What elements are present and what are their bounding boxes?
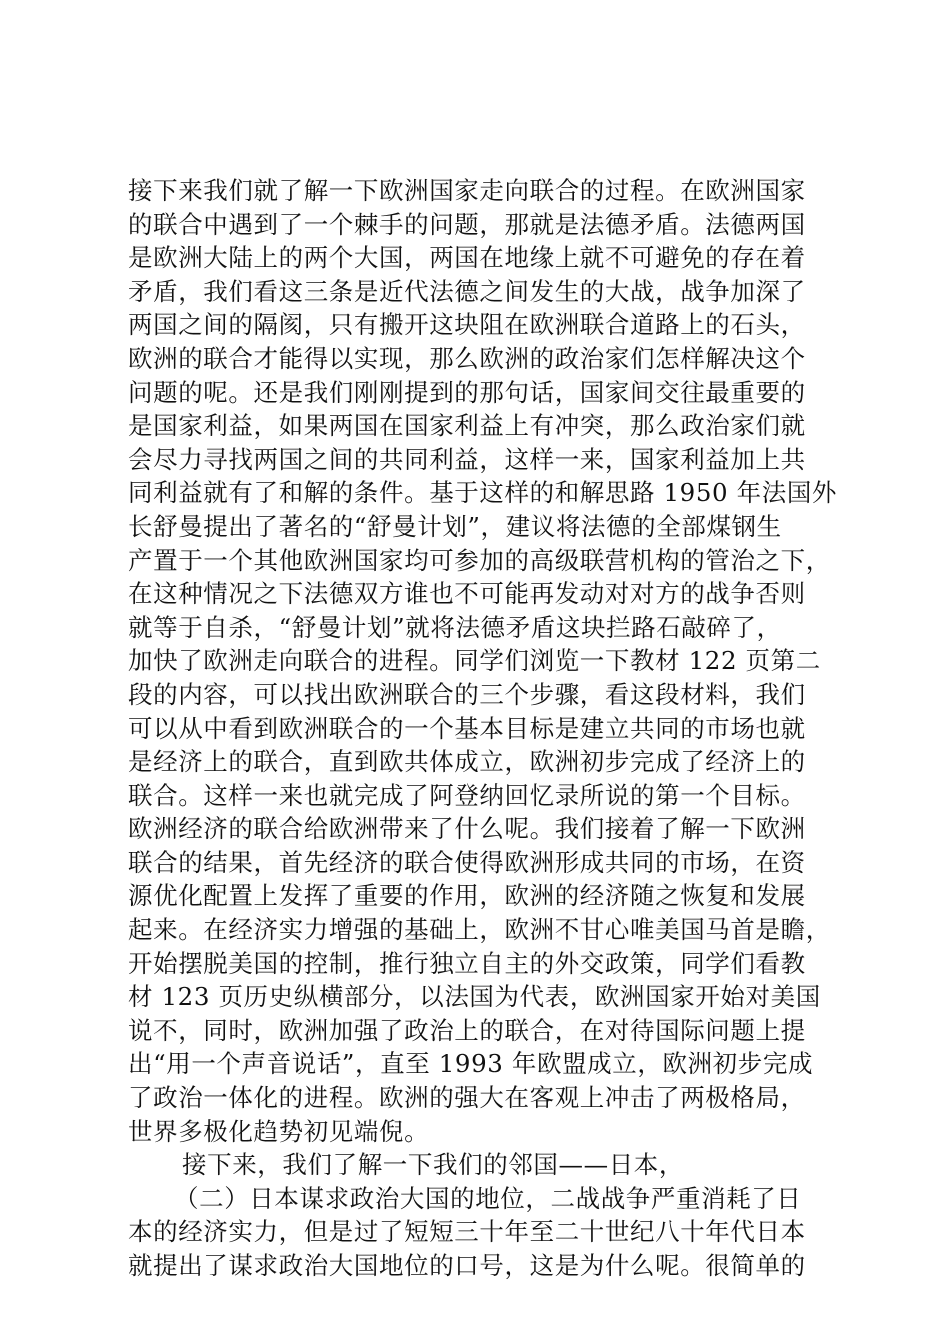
text-line: 是国家利益，如果两国在国家利益上有冲突，那么政治家们就 [128,411,806,441]
text-line: 在这种情况之下法德双方谁也不可能再发动对对方的战争否则 [128,579,806,609]
text-line: 就提出了谋求政治大国地位的口号，这是为什么呢。很简单的 [128,1251,806,1280]
text-line: 加快了欧洲走向联合的进程。同学们浏览一下教材 122 页第二 [128,646,821,676]
text-line: 联合的结果，首先经济的联合使得欧洲形成共同的市场，在资 [128,847,806,877]
text-line: 产置于一个其他欧洲国家均可参加的高级联营机构的管治之下， [128,545,831,575]
text-line: 段的内容，可以找出欧洲联合的三个步骤，看这段材料，我们 [128,679,806,709]
text-line: 联合。这样一来也就完成了阿登纳回忆录所说的第一个目标。 [128,780,806,810]
text-line: 材 123 页历史纵横部分，以法国为代表，欧洲国家开始对美国 [128,982,821,1012]
text-line: 长舒曼提出了著名的“舒曼计划”，建议将法德的全部煤钢生 [128,511,782,541]
text-line: 说不，同时，欧洲加强了政治上的联合，在对待国际问题上提 [128,1015,806,1045]
text-line: 欧洲的联合才能得以实现，那么欧洲的政治家们怎样解决这个 [128,343,806,373]
text-line: 同利益就有了和解的条件。基于这样的和解思路 1950 年法国外 [128,478,838,508]
text-line: 接下来我们就了解一下欧洲国家走向联合的过程。在欧洲国家 [128,176,806,205]
text-line: 就等于自杀，“舒曼计划”就将法德矛盾这块拦路石敲碎了， [128,612,782,642]
text-line: 欧洲经济的联合给欧洲带来了什么呢。我们接着了解一下欧洲 [128,814,806,844]
text-line: 出“用一个声音说话”，直至 1993 年欧盟成立，欧洲初步完成 [128,1049,814,1079]
section-heading-line: （二）日本谋求政治大国的地位，二战战争严重消耗了日 [174,1183,802,1213]
text-line: 问题的呢。还是我们刚刚提到的那句话，国家间交往最重要的 [128,377,806,407]
text-line: 是经济上的联合，直到欧共体成立，欧洲初步完成了经济上的 [128,747,806,777]
body-text [128,174,848,1283]
text-line: 矛盾，我们看这三条是近代法德之间发生的大战，战争加深了 [128,276,806,306]
text-line: 的联合中遇到了一个棘手的问题，那就是法德矛盾。法德两国 [128,209,806,239]
text-line: 了政治一体化的进程。欧洲的强大在客观上冲击了两极格局， [128,1083,806,1113]
text-line: 是欧洲大陆上的两个大国，两国在地缘上就不可避免的存在着 [128,243,806,273]
text-line: 本的经济实力，但是过了短短三十年至二十世纪八十年代日本 [128,1217,806,1247]
text-line: 世界多极化趋势初见端倪。 [128,1116,430,1146]
text-line: 源优化配置上发挥了重要的作用，欧洲的经济随之恢复和发展 [128,881,806,911]
text-line: 起来。在经济实力增强的基础上，欧洲不甘心唯美国马首是瞻， [128,915,831,945]
text-line: 可以从中看到欧洲联合的一个基本目标是建立共同的市场也就 [128,713,806,743]
text-line: 会尽力寻找两国之间的共同利益，这样一来，国家利益加上共 [128,444,806,474]
text-line: 两国之间的隔阂，只有搬开这块阻在欧洲联合道路上的石头， [128,310,806,340]
text-line: 开始摆脱美国的控制，推行独立自主的外交政策，同学们看教 [128,948,806,978]
paragraph-first-line: 接下来，我们了解一下我们的邻国——日本， [182,1150,684,1180]
